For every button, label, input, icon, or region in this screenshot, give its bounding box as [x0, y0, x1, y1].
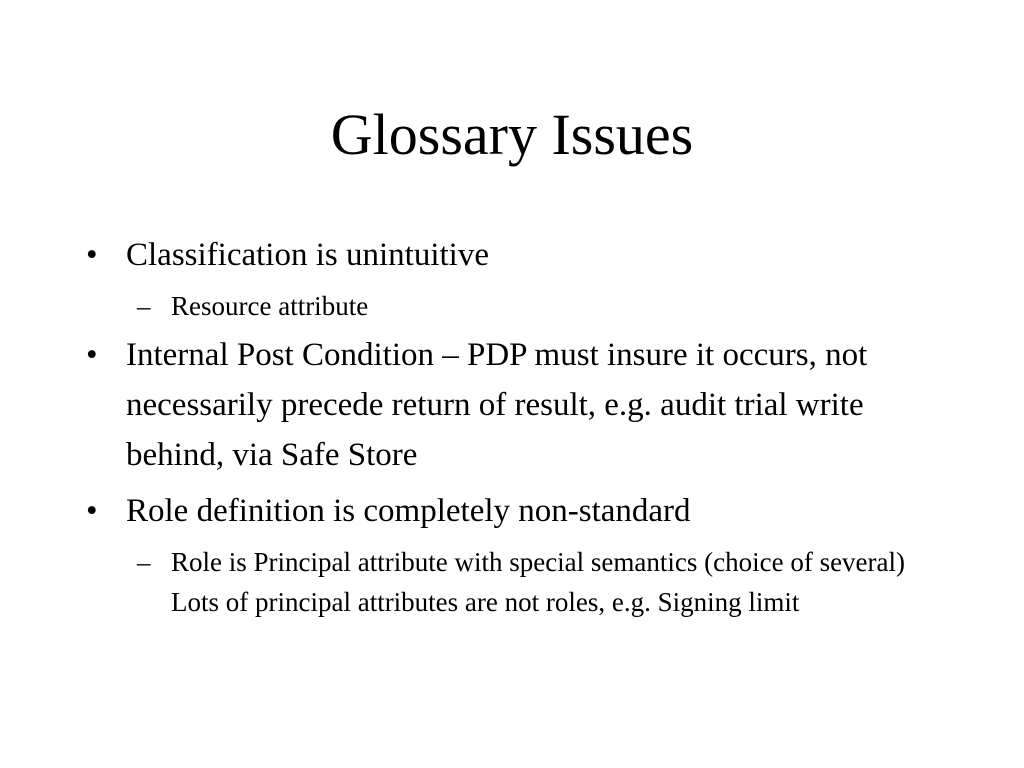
slide-title: Glossary Issues — [330, 102, 694, 167]
bullet-text: Classification is unintuitive — [126, 237, 489, 273]
sub-bullet-marker: – — [137, 291, 151, 321]
sub-bullet-list — [86, 286, 946, 326]
bullet-marker: • — [86, 237, 98, 273]
bullet-list — [86, 230, 946, 626]
bullet-marker: • — [86, 337, 98, 373]
bullet-item — [86, 330, 946, 480]
bullet-marker: • — [86, 493, 98, 529]
bullet-text: Role definition is completely non-standard — [126, 493, 691, 529]
bullet-item — [86, 486, 946, 536]
bullet-item — [86, 230, 946, 280]
bullet-text: Internal Post Condition – PDP must insure it occurs, not necessarily precede return of result, e.g. audit trial write behind, via Safe Store — [126, 337, 868, 473]
sub-bullet-text: Role is Principal attribute with special semantics (choice of several) Lots of principal attributes are not roles, e.g. Signing limit — [171, 547, 906, 617]
sub-bullet-marker: – — [137, 547, 151, 577]
sub-bullet-item — [86, 286, 946, 326]
sub-bullet-item — [86, 542, 946, 622]
sub-bullet-list — [86, 542, 946, 622]
sub-bullet-text: Resource attribute — [171, 291, 369, 321]
